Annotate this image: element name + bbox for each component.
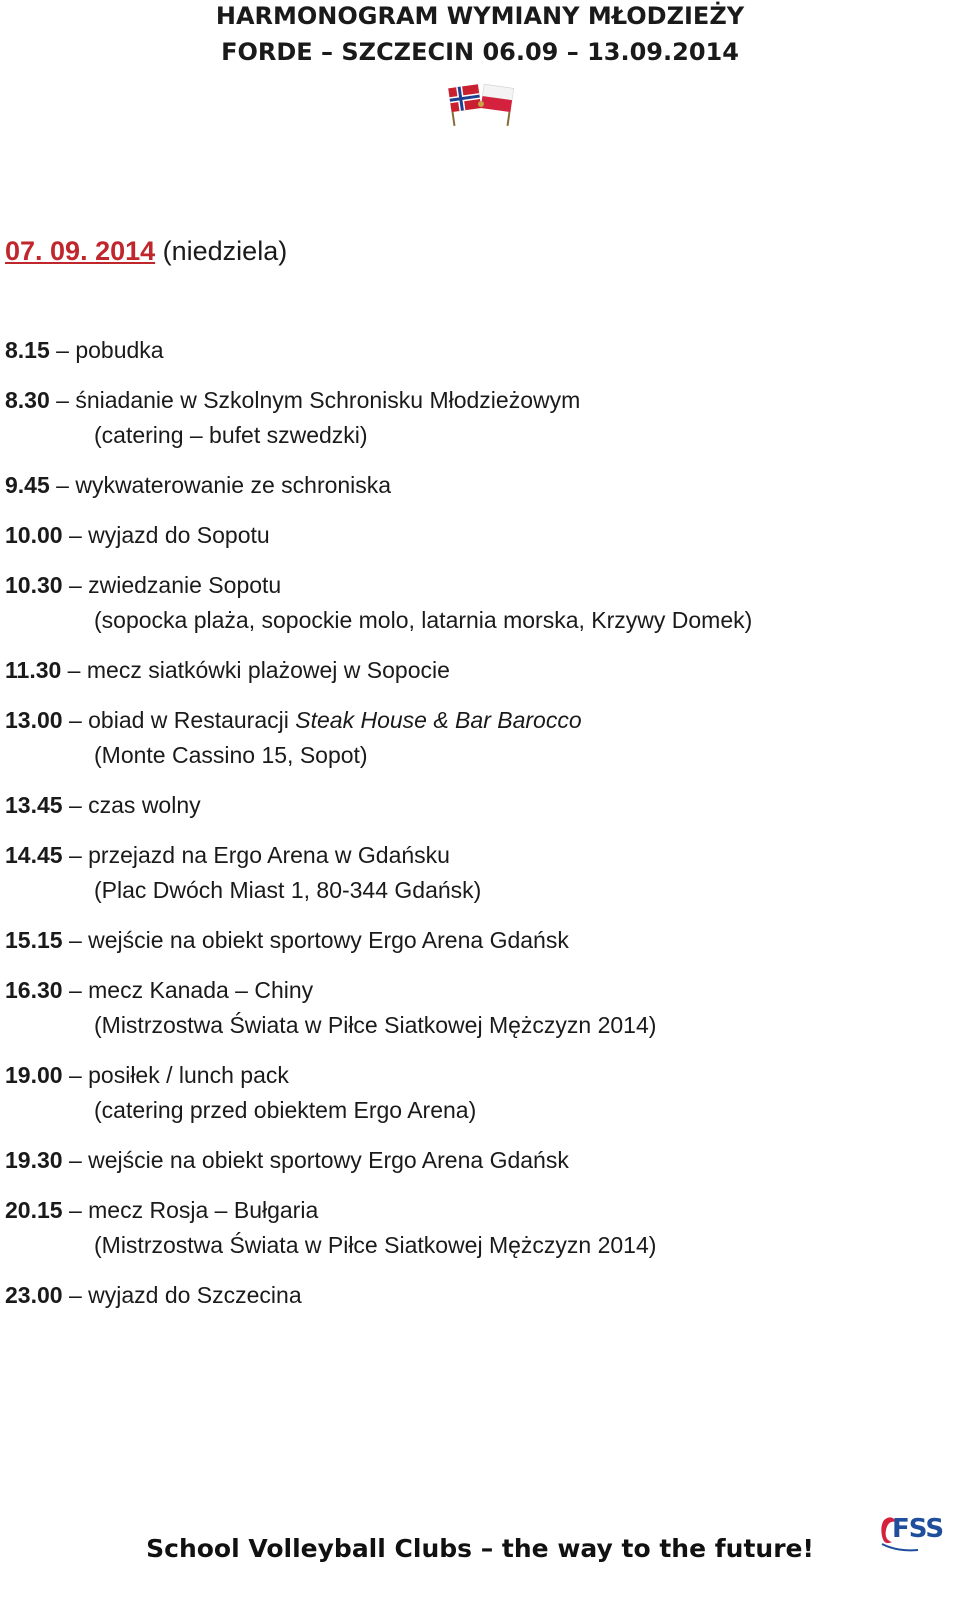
day-date: 07. 09. 2014: [5, 236, 156, 266]
entry-time: 8.15: [5, 337, 50, 363]
schedule-entry: [5, 521, 270, 549]
title-line-1: HARMONOGRAM WYMIANY MŁODZIEŻY: [215, 2, 745, 30]
schedule-entry: [5, 471, 391, 499]
entry-description: – czas wolny: [62, 792, 201, 818]
entry-description: – przejazd na Ergo Arena w Gdańsku: [62, 842, 450, 868]
entry-venue-name: Steak House & Bar Barocco: [295, 707, 582, 733]
schedule-entry: [5, 386, 580, 414]
entry-time: 13.45: [5, 792, 63, 818]
footer-slogan: School Volleyball Clubs – the way to the future!: [146, 1534, 814, 1563]
entry-time: 11.30: [5, 657, 62, 683]
day-weekday: (niedziela): [155, 236, 288, 266]
entry-time: 10.30: [5, 572, 63, 598]
entry-detail: (catering przed obiektem Ergo Arena): [94, 1097, 477, 1123]
entry-description: – mecz Kanada – Chiny: [62, 977, 314, 1003]
schedule-entry: [5, 571, 281, 599]
entry-description: – obiad w Restauracji: [62, 707, 296, 733]
entry-detail: (Plac Dwóch Miast 1, 80-344 Gdańsk): [94, 877, 482, 903]
schedule-entry: [5, 1146, 569, 1174]
entry-description: – wyjazd do Sopotu: [62, 522, 270, 548]
entry-description: – wyjazd do Szczecina: [62, 1282, 302, 1308]
entry-time: 10.00: [5, 522, 63, 548]
title-line-2: FORDE – SZCZECIN 06.09 – 13.09.2014: [221, 38, 739, 66]
entry-time: 23.00: [5, 1282, 63, 1308]
fss-logo-text: FSS: [892, 1514, 944, 1544]
entry-detail: (catering – bufet szwedzki): [94, 422, 368, 448]
entry-description: – pobudka: [49, 337, 164, 363]
entry-time: 20.15: [5, 1197, 63, 1223]
entry-detail: (sopocka plaża, sopockie molo, latarnia morska, Krzywy Domek): [94, 607, 753, 633]
entry-description: – posiłek / lunch pack: [62, 1062, 289, 1088]
entry-time: 16.30: [5, 977, 63, 1003]
entry-time: 9.45: [5, 472, 50, 498]
entry-time: 19.00: [5, 1062, 63, 1088]
schedule-entry: [5, 841, 450, 869]
entry-description: – wejście na obiekt sportowy Ergo Arena Gdańsk: [62, 927, 569, 953]
entry-time: 8.30: [5, 387, 50, 413]
entry-time: 15.15: [5, 927, 63, 953]
schedule-entry: [5, 706, 582, 734]
schedule-entry: [5, 1061, 289, 1089]
entry-time: 13.00: [5, 707, 63, 733]
entry-description: – śniadanie w Szkolnym Schronisku Młodzieżowym: [49, 387, 581, 413]
schedule-entry: [5, 1281, 302, 1309]
entry-description: – mecz Rosja – Bułgaria: [62, 1197, 319, 1223]
entry-detail: (Monte Cassino 15, Sopot): [94, 742, 368, 768]
entry-detail: (Mistrzostwa Świata w Piłce Siatkowej Mężczyzn 2014): [94, 1012, 657, 1038]
schedule-entry: [5, 1196, 318, 1224]
entry-time: 14.45: [5, 842, 63, 868]
schedule-entry: [5, 791, 201, 819]
schedule-entry: [5, 656, 450, 684]
schedule-entry: [5, 976, 313, 1004]
schedule-entry: [5, 926, 569, 954]
entry-detail: (Mistrzostwa Świata w Piłce Siatkowej Mężczyzn 2014): [94, 1232, 657, 1258]
entry-description: – wejście na obiekt sportowy Ergo Arena Gdańsk: [62, 1147, 569, 1173]
entry-description: – wykwaterowanie ze schroniska: [49, 472, 392, 498]
entry-description: – zwiedzanie Sopotu: [62, 572, 282, 598]
norway-poland-flags-icon: [448, 80, 514, 126]
schedule-entry: [5, 336, 164, 364]
entry-time: 19.30: [5, 1147, 63, 1173]
day-heading: [5, 236, 287, 267]
entry-description: – mecz siatkówki plażowej w Sopocie: [61, 657, 450, 683]
